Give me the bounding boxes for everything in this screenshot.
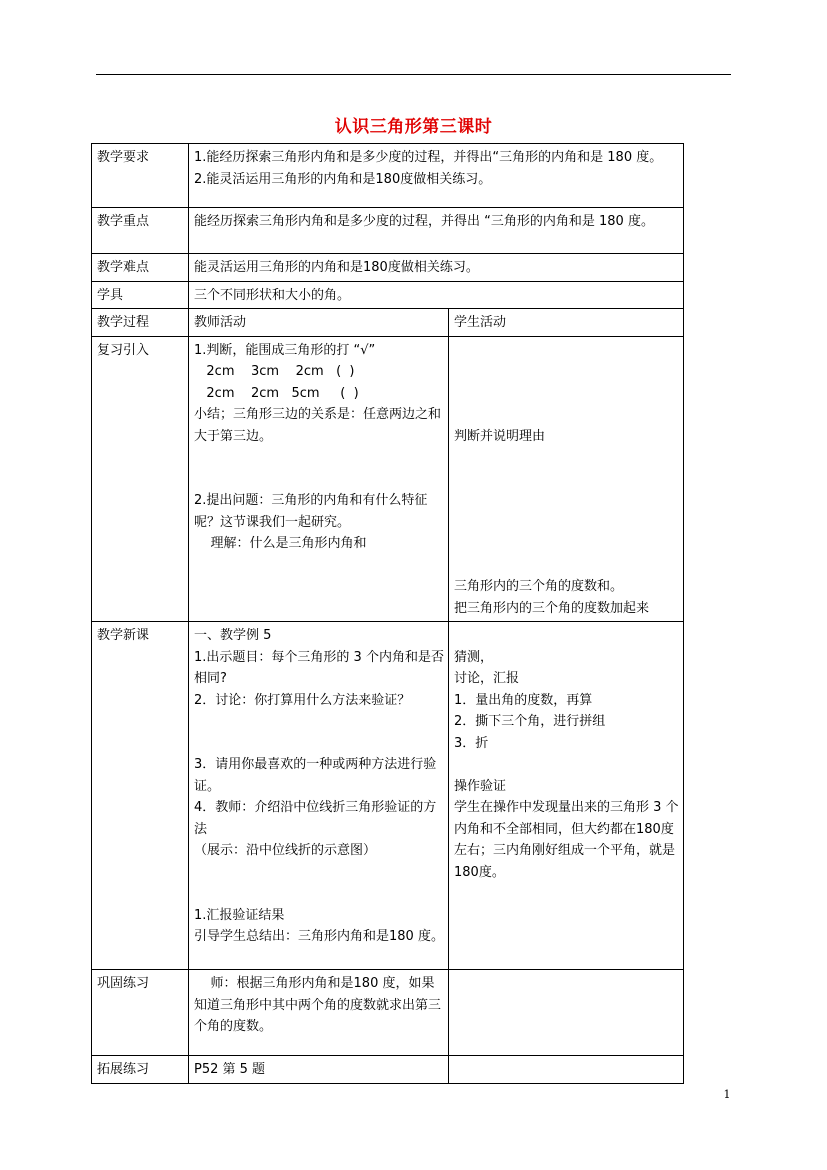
review-teacher-line: 小结；三角形三边的关系是：任意两边之和大于第三边。 <box>194 407 442 444</box>
new-lesson-teacher-line <box>194 883 444 905</box>
review-student-line <box>454 447 679 469</box>
review-teacher-line: 2.提出问题：三角形的内角和有什么特征呢？这节课我们一起研究。 <box>194 493 428 530</box>
row-difficulties <box>92 254 684 282</box>
extension-teacher: P52 第 5 题 <box>189 1056 449 1084</box>
review-student-line: 把三角形内的三个角的度数加起来 <box>454 600 650 616</box>
review-student-line <box>454 404 679 426</box>
key-points-text: 能经历探索三角形内角和是多少度的过程，并得出 “三角形的内角和是 180 度。 <box>189 208 684 254</box>
review-teacher <box>189 336 449 622</box>
label-requirements: 教学要求 <box>92 144 189 208</box>
review-teacher-line: 2cm 2cm 5cm ( ) <box>194 385 359 401</box>
review-student-line <box>454 340 679 362</box>
row-requirements <box>92 144 684 208</box>
consolidation-student <box>449 970 684 1056</box>
review-student-line: 三角形内的三个角的度数和。 <box>454 579 624 594</box>
requirements-line: 2.能灵活运用三角形的内角和是180度做相关练习。 <box>194 171 492 187</box>
new-lesson-student-line: 学生在操作中发现量出来的三角形 3 个内角和不全部相同，但大约都在180度左右；三内角刚好组成一个平角，就是180度。 <box>454 800 679 880</box>
new-lesson-teacher-line <box>194 711 444 733</box>
row-new-lesson <box>92 622 684 970</box>
label-new-lesson: 教学新课 <box>92 622 189 970</box>
requirements-line: 1.能经历探索三角形内角和是多少度的过程，并得出“三角形的内角和是 180 度。 <box>194 150 663 165</box>
new-lesson-student-line: 1．量出角的度数，再算 <box>454 692 593 708</box>
label-extension: 拓展练习 <box>92 1056 189 1084</box>
new-lesson-teacher-line: 一、教学例 5 <box>194 628 272 643</box>
new-lesson-student-line <box>454 754 679 776</box>
label-consolidation: 巩固练习 <box>92 970 189 1056</box>
extension-student <box>449 1056 684 1084</box>
new-lesson-student-line: 操作验证 <box>454 778 507 794</box>
review-student-line <box>454 490 679 512</box>
header-rule <box>96 74 731 75</box>
new-lesson-teacher-line: 1.汇报验证结果 <box>194 907 285 923</box>
review-teacher-line: 理解：什么是三角形内角和 <box>194 536 367 551</box>
new-lesson-student-line: 猜测， <box>454 649 494 665</box>
review-student-line: 判断并说明理由 <box>454 428 546 444</box>
review-teacher-line: 2cm 3cm 2cm ( ) <box>194 364 355 379</box>
header-teacher-activity: 教师活动 <box>189 309 449 337</box>
new-lesson-teacher-line: 引导学生总结出：三角形内角和是180 度。 <box>194 929 444 944</box>
row-extension <box>92 1056 684 1084</box>
row-key-points <box>92 208 684 254</box>
lesson-plan-table <box>91 143 684 1084</box>
new-lesson-teacher-line <box>194 733 444 755</box>
new-lesson-teacher-line: 2．讨论：你打算用什么方法来验证？ <box>194 692 411 708</box>
consolidation-teacher: 师：根据三角形内角和是180 度，如果知道三角形中其中两个角的度数就求出第三个角的度数。 <box>189 970 449 1056</box>
materials-text: 三个不同形状和大小的角。 <box>189 281 684 309</box>
review-teacher-line <box>194 447 444 469</box>
label-materials: 学具 <box>92 281 189 309</box>
review-student-line <box>454 555 679 577</box>
new-lesson-teacher <box>189 622 449 970</box>
row-consolidation <box>92 970 684 1056</box>
new-lesson-student-line: 3．折 <box>454 735 489 751</box>
review-teacher-line: 1.判断，能围成三角形的打 “√” <box>194 342 376 358</box>
page-number: 1 <box>723 1088 731 1101</box>
review-student <box>449 336 684 622</box>
review-student-line <box>454 512 679 534</box>
label-process: 教学过程 <box>92 309 189 337</box>
new-lesson-student-line: 讨论，汇报 <box>454 671 520 686</box>
review-student-line <box>454 361 679 383</box>
label-key-points: 教学重点 <box>92 208 189 254</box>
new-lesson-teacher-line: （展示：沿中位线折的示意图） <box>194 843 377 858</box>
row-review <box>92 336 684 622</box>
label-difficulties: 教学难点 <box>92 254 189 282</box>
row-materials <box>92 281 684 309</box>
label-review: 复习引入 <box>92 336 189 622</box>
review-teacher-line <box>194 469 444 491</box>
new-lesson-student <box>449 622 684 970</box>
review-student-line <box>454 533 679 555</box>
new-lesson-teacher-line <box>194 862 444 884</box>
header-student-activity: 学生活动 <box>449 309 684 337</box>
new-lesson-student-line: 2．撕下三个角，进行拼组 <box>454 714 606 729</box>
new-lesson-student-line <box>454 625 679 647</box>
review-student-line <box>454 469 679 491</box>
new-lesson-teacher-line: 4．教师：介绍沿中位线折三角形验证的方法 <box>194 800 437 837</box>
new-lesson-teacher-line: 3．请用你最喜欢的一种或两种方法进行验证。 <box>194 757 437 794</box>
difficulties-text: 能灵活运用三角形的内角和是180度做相关练习。 <box>189 254 684 282</box>
row-process-header <box>92 309 684 337</box>
review-student-line <box>454 383 679 405</box>
page-title: 认识三角形第三课时 <box>334 117 493 137</box>
requirements-text <box>189 144 684 208</box>
new-lesson-teacher-line: 1.出示题目：每个三角形的 3 个内角和是否相同? <box>194 649 444 686</box>
